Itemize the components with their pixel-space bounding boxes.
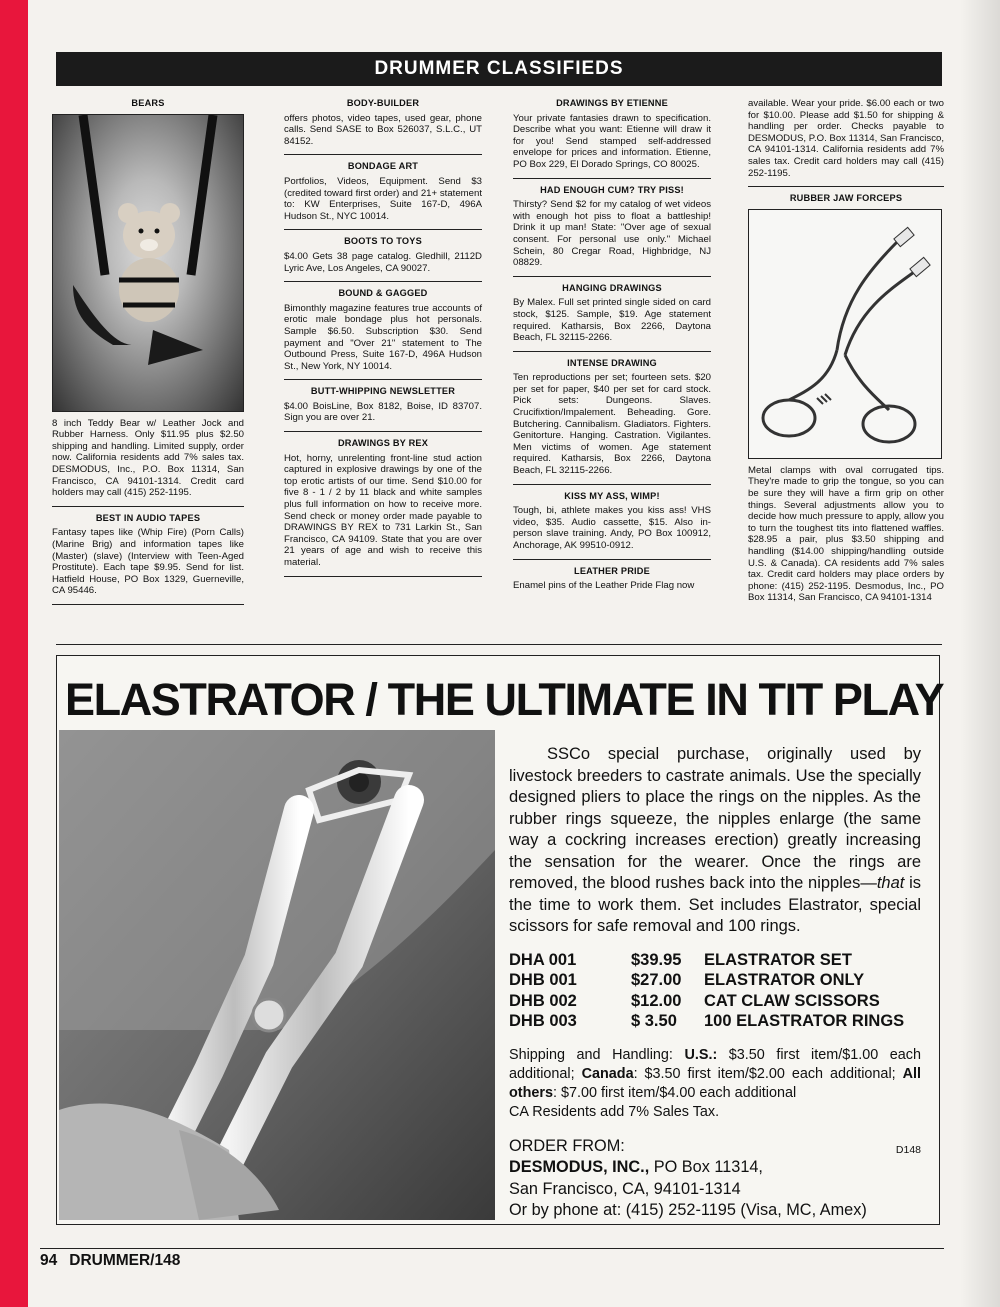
product-name: ELASTRATOR ONLY bbox=[704, 971, 865, 989]
product-name: 100 ELASTRATOR RINGS bbox=[704, 1012, 905, 1030]
column-rule bbox=[52, 604, 244, 605]
ad-audio-tapes bbox=[52, 513, 244, 597]
elastrator-copy bbox=[509, 744, 921, 1222]
ad-boots-to-toys bbox=[284, 236, 482, 274]
description-emphasis: that bbox=[876, 874, 905, 892]
ad-code: D148 bbox=[895, 1143, 921, 1156]
ad-heading: BUTT-WHIPPING NEWSLETTER bbox=[310, 386, 456, 397]
ad-heading: BODY-BUILDER bbox=[346, 98, 420, 108]
column-1 bbox=[52, 98, 244, 611]
order-info bbox=[509, 1136, 921, 1222]
ad-rubber-jaw-forceps bbox=[748, 193, 944, 604]
order-from-label: ORDER FROM: bbox=[509, 1136, 625, 1155]
forceps-illustration bbox=[748, 209, 942, 459]
ad-heading: RUBBER JAW FORCEPS bbox=[789, 193, 903, 204]
sales-tax-note: CA Residents add 7% Sales Tax. bbox=[509, 1103, 720, 1120]
column-rule bbox=[284, 576, 482, 577]
column-rule bbox=[284, 379, 482, 380]
ad-body: Fantasy tapes like (Whip Fire) (Porn Calls) (Marine Brig) and information tapes like (Master) (slave) (Interview with Teen-Aged Prostitute). Each tape $9.95. Send for list. Hatfield House, PO Box 1329, Guerneville, CA 95446. bbox=[52, 527, 244, 597]
column-4 bbox=[748, 98, 944, 610]
ad-body: $4.00 Gets 38 page catalog. Gledhill, 2112D Lyric Ave, Los Angeles, CA 90027. bbox=[284, 250, 482, 274]
ad-heading: BOUND & GAGGED bbox=[338, 288, 428, 299]
ad-heading: DRAWINGS BY ETIENNE bbox=[556, 98, 668, 108]
ad-drawings-rex bbox=[284, 438, 482, 569]
ad-heading: HAD ENOUGH CUM? TRY PISS! bbox=[540, 184, 684, 195]
footer-rule bbox=[40, 1248, 944, 1249]
ad-heading: KISS MY ASS, WIMP! bbox=[564, 490, 660, 501]
section-divider bbox=[56, 644, 942, 645]
ad-heading: BEST IN AUDIO TAPES bbox=[95, 512, 201, 523]
elastrator-description bbox=[509, 744, 921, 938]
ad-body: By Malex. Full set printed single sided on card stock, $125. Sample, $19. Age statement required. Katharsis, Box 2266, Daytona Beach, FL 32115-2266. bbox=[513, 297, 711, 344]
page-gutter-shadow bbox=[960, 0, 1000, 1307]
ad-body: Your private fantasies drawn to specification. Describe what you want: Etienne will draw it for you! Send stamped self-addressed envelope for prices and information. Etienne, PO Box 229, El Dorado Springs, CO 80025. bbox=[513, 112, 711, 170]
ad-body: Metal clamps with oval corrugated tips. They're made to grip the tongue, so you can be sure they will have a firm grip on other things. Several adjustments allow you to decide how much pressure to apply, allow you to turn the toughest tits into flattened waffles. $28.95 a pair, plus $3.50 shipping and handling ($14.00 shipping/handling outside U.S. & Canada). CA residents add 7% sales tax. Credit card holders may place orders by phone: (415) 252-1195. Desmodus, Inc., PO Box 11314, San Francisco, CA 94101-1314 bbox=[748, 464, 944, 604]
product-price: $39.95 bbox=[631, 950, 682, 969]
price-row bbox=[509, 970, 921, 991]
ad-hanging-drawings bbox=[513, 283, 711, 344]
ad-drawings-etienne bbox=[513, 98, 711, 171]
column-rule bbox=[513, 276, 711, 277]
company-name: DESMODUS, INC., bbox=[509, 1158, 650, 1176]
column-3 bbox=[513, 98, 711, 598]
shipping-lead: Shipping and Handling: bbox=[509, 1046, 685, 1063]
order-address-line-2: San Francisco, CA, 94101-1314 bbox=[509, 1179, 741, 1198]
ad-piss bbox=[513, 185, 711, 269]
order-address-line-1 bbox=[509, 1157, 921, 1179]
ad-leather-pride-continued bbox=[748, 98, 944, 179]
shipping-info bbox=[509, 1046, 921, 1122]
ad-body: offers photos, video tapes, used gear, phone calls. Send SASE to Box 526037, S.L.C., UT 84152. bbox=[284, 112, 482, 147]
column-rule bbox=[284, 281, 482, 282]
ad-body: Enamel pins of the Leather Pride Flag now bbox=[513, 580, 695, 592]
shipping-canada-label: Canada bbox=[581, 1065, 634, 1082]
product-name: ELASTRATOR SET bbox=[704, 950, 852, 969]
ad-intense-drawing bbox=[513, 358, 711, 477]
shipping-us-label: U.S.: bbox=[684, 1046, 718, 1063]
ad-kiss-my-ass bbox=[513, 491, 711, 552]
product-code: DHB 001 bbox=[509, 971, 577, 989]
price-row bbox=[509, 1011, 921, 1032]
elastrator-ad bbox=[56, 655, 944, 1225]
product-code: DHB 003 bbox=[509, 1012, 577, 1030]
ad-leather-pride bbox=[513, 566, 711, 592]
shipping-others-label: All others bbox=[509, 1065, 921, 1101]
ad-heading: HANGING DRAWINGS bbox=[562, 282, 662, 293]
ad-body: Ten reproductions per set; fourteen sets. $20 per set for paper, $40 per set for card stock. Pick sets: Dungeons. Slaves. Crucifixtion/Impalement. Beheading. Gore. Butchering. Cannibalism. Gladiators. Fighters. Genitorture. Hanging. Castration. Vigilantes. Men victims of women. Age statement required. Katharsis, Box 2266, Daytona Beach, FL 32115-2266. bbox=[513, 372, 711, 477]
ad-bears bbox=[52, 98, 244, 499]
product-code: DHB 002 bbox=[509, 991, 577, 1010]
column-rule bbox=[513, 178, 711, 179]
ad-body: Tough, bi, athlete makes you kiss ass! VHS video, $35. Audio cassette, $15. Also in-person slave training. Andy, PO Box 100912, Anchorage, AK 99510-0912. bbox=[513, 505, 711, 551]
ad-body: Portfolios, Videos, Equipment. Send $3 (credited toward first order) and 21+ statement to: KW Enterprises, Suite 167-D, 496A Hudson St., NYC 10014. bbox=[284, 175, 482, 222]
shipping-others-text: : $7.00 first item/$4.00 each additional bbox=[552, 1084, 797, 1101]
price-row bbox=[509, 950, 921, 971]
teddy-bear-photo bbox=[52, 114, 244, 412]
shipping-canada-text: : $3.50 first item/$2.00 each additional; bbox=[633, 1065, 903, 1082]
ad-butt-whipping bbox=[284, 386, 482, 424]
ad-bondage-art bbox=[284, 161, 482, 222]
page-footer bbox=[40, 1252, 180, 1270]
product-price: $ 3.50 bbox=[631, 1012, 677, 1030]
ad-body: Hot, horny, unrelenting front-line stud action captured in explosive drawings by one of the top erotic artists of our time. Send $10.00 for five 8 - 1 / 2 by 11 black and white samples plus full information on how to receive more. Send check or money order made payable to DRAWINGS BY REX to 731 Larkin St., San Francisco, CA 94109. State that you are over 21 years of age and wish to receive this material. bbox=[284, 452, 482, 568]
shipping-us-text: $3.50 first item/$1.00 each additional; bbox=[509, 1046, 921, 1082]
elastrator-photo bbox=[59, 730, 495, 1220]
po-box: PO Box 11314, bbox=[649, 1158, 763, 1176]
column-2 bbox=[284, 98, 482, 583]
ad-bound-gagged bbox=[284, 288, 482, 372]
ad-body: Thirsty? Send $2 for my catalog of wet videos with enough hot piss to float a battleship! Drink it up man! State: "Over age of sexual consent. For personal use only." Michael Schein, 80 Cregar Road, Highbridge, NJ 08829. bbox=[513, 199, 711, 269]
page-edge-red-stripe bbox=[0, 0, 28, 1307]
ad-body: Bimonthly magazine features true accounts of erotic male bondage plus hot personals. Sample $6.50. Subscription $30. Send payment and "Over 21" statement to The Outbound Press, Suite 167-D, 496A Hudson St., New York, NY 10014. bbox=[284, 302, 482, 372]
column-rule bbox=[513, 484, 711, 485]
ad-body: 8 inch Teddy Bear w/ Leather Jock and Rubber Harness. Only $11.95 plus $2.50 shipping and handling. Limited supply, order now. California residents add 7% sales tax. DESMODUS, Inc., P.O. Box 11314, San Francisco, CA 94101-1314. Credit card holders may call (415) 252-1195. bbox=[52, 417, 244, 499]
product-name: CAT CLAW SCISSORS bbox=[704, 991, 880, 1010]
column-rule bbox=[284, 229, 482, 230]
column-rule bbox=[748, 186, 944, 187]
ad-body: $4.00 BoisLine, Box 8182, Boise, ID 83707. Sign you are over 21. bbox=[284, 400, 482, 424]
product-price: $27.00 bbox=[631, 971, 682, 989]
elastrator-title: ELASTRATOR / THE ULTIMATE IN TIT PLAY bbox=[65, 674, 944, 725]
price-list bbox=[509, 950, 921, 1032]
column-rule bbox=[513, 559, 711, 560]
description-text-b: is the time to work them. Set includes Elastrator, special scissors for safe removal and 100 rings. bbox=[509, 874, 921, 935]
column-rule bbox=[52, 506, 244, 507]
ad-heading: DRAWINGS BY REX bbox=[337, 438, 429, 449]
column-rule bbox=[513, 351, 711, 352]
ad-heading: INTENSE DRAWING bbox=[567, 357, 657, 368]
product-price: $12.00 bbox=[631, 991, 682, 1010]
ad-heading: BOOTS TO TOYS bbox=[344, 236, 422, 247]
ad-body: available. Wear your pride. $6.00 each or two for $10.00. Please add $1.50 for shipping & handling per order. Checks payable to DESMODUS, P.O. Box 11314, San Francisco, CA 94101-1314. California residents add 7% sales tax. Credit card holders may call (415) 252-1195. bbox=[748, 98, 944, 179]
description-text-a: SSCo special purchase, originally used by livestock breeders to castrate animals. Use the specially designed pliers to place the rings on the nipples. As the rubber rings squeeze, the nipples enlarge (the same way a cockring increases erection) greatly increasing the sensation for the wearer. Once the rings are removed, the blood rushes back into the nipples— bbox=[509, 745, 921, 892]
price-row bbox=[509, 991, 921, 1012]
ad-heading: BEARS bbox=[131, 98, 165, 108]
magazine-issue: DRUMMER/148 bbox=[69, 1252, 181, 1269]
product-code: DHA 001 bbox=[509, 950, 577, 969]
ad-heading: BONDAGE ART bbox=[347, 161, 419, 172]
classifieds-banner: DRUMMER CLASSIFIEDS bbox=[56, 52, 942, 86]
ad-body-builder bbox=[284, 98, 482, 147]
page-number: 94 bbox=[40, 1252, 58, 1269]
column-rule bbox=[284, 154, 482, 155]
ad-heading: LEATHER PRIDE bbox=[574, 565, 650, 576]
order-phone: Or by phone at: (415) 252-1195 (Visa, MC, Amex) bbox=[509, 1201, 867, 1219]
column-rule bbox=[284, 431, 482, 432]
